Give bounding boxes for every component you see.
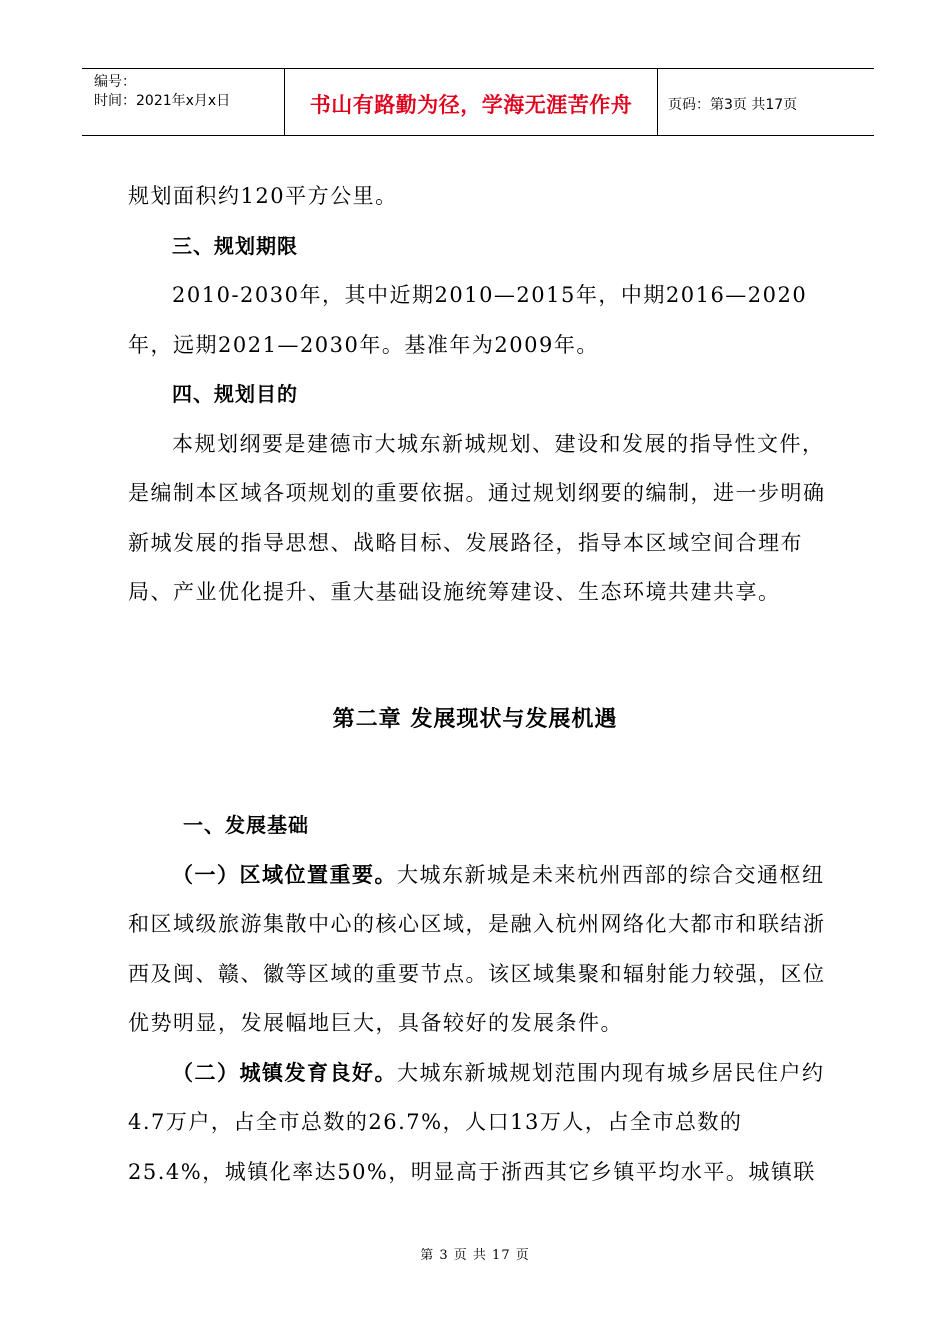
page-footer: 第 3 页 共 17 页 xyxy=(420,1248,530,1263)
document-number-label: 编号： xyxy=(94,74,136,90)
location-lead: （一）区域位置重要。 xyxy=(172,862,397,887)
paragraph-period: 2010-2030年，其中近期2010—2015年，中期2016—2020年，远期2021—2030年。基准年为2009年。 xyxy=(128,283,808,357)
header-page-info: 页码：第3页 共17页 xyxy=(668,97,798,113)
document-time-label: 时间：2021年x月x日 xyxy=(94,93,231,109)
urban-lead: （二）城镇发育良好。 xyxy=(172,1060,397,1085)
header-motto: 书山有路勤为径，学海无涯苦作舟 xyxy=(285,69,658,135)
paragraph-area: 规划面积约120平方公里。 xyxy=(128,184,398,208)
paragraph-urban xyxy=(128,1049,834,1198)
urban-text: 大城东新城规划范围内现有城乡居民住户约4.7万户，占全市总数的26.7%，人口13万人，占全市总数的25.4%，城镇化率达50%，明显高于浙西其它乡镇平均水平。城镇联 xyxy=(128,1060,825,1184)
paragraph-purpose: 本规划纲要是建德市大城东新城规划、建设和发展的指导性文件，是编制本区域各项规划的重要依据。通过规划纲要的编制，进一步明确新城发展的指导思想、战略目标、发展路径，指导本区域空间合理布局、产业优化提升、重大基础设施统筹建设、生态环境共建共享。 xyxy=(128,431,826,604)
location-text: 大城东新城是未来杭州西部的综合交通枢纽和区域级旅游集散中心的核心区域，是融入杭州网络化大都市和联结浙西及闽、赣、徽等区域的重要节点。该区域集聚和辐射能力较强，区位优势明显，发展幅地巨大，具备较好的发展条件。 xyxy=(128,862,826,1035)
chapter-title: 第二章 发展现状与发展机遇 xyxy=(332,707,618,732)
heading-planning-purpose: 四、规划目的 xyxy=(172,382,298,406)
header-meta xyxy=(82,69,285,135)
heading-development-basis: 一、发展基础 xyxy=(183,813,309,837)
page-header xyxy=(82,68,874,136)
section-development-basis xyxy=(128,801,834,1197)
section-planning-text xyxy=(128,172,834,618)
heading-planning-period: 三、规划期限 xyxy=(172,233,298,258)
paragraph-location xyxy=(128,851,834,1049)
